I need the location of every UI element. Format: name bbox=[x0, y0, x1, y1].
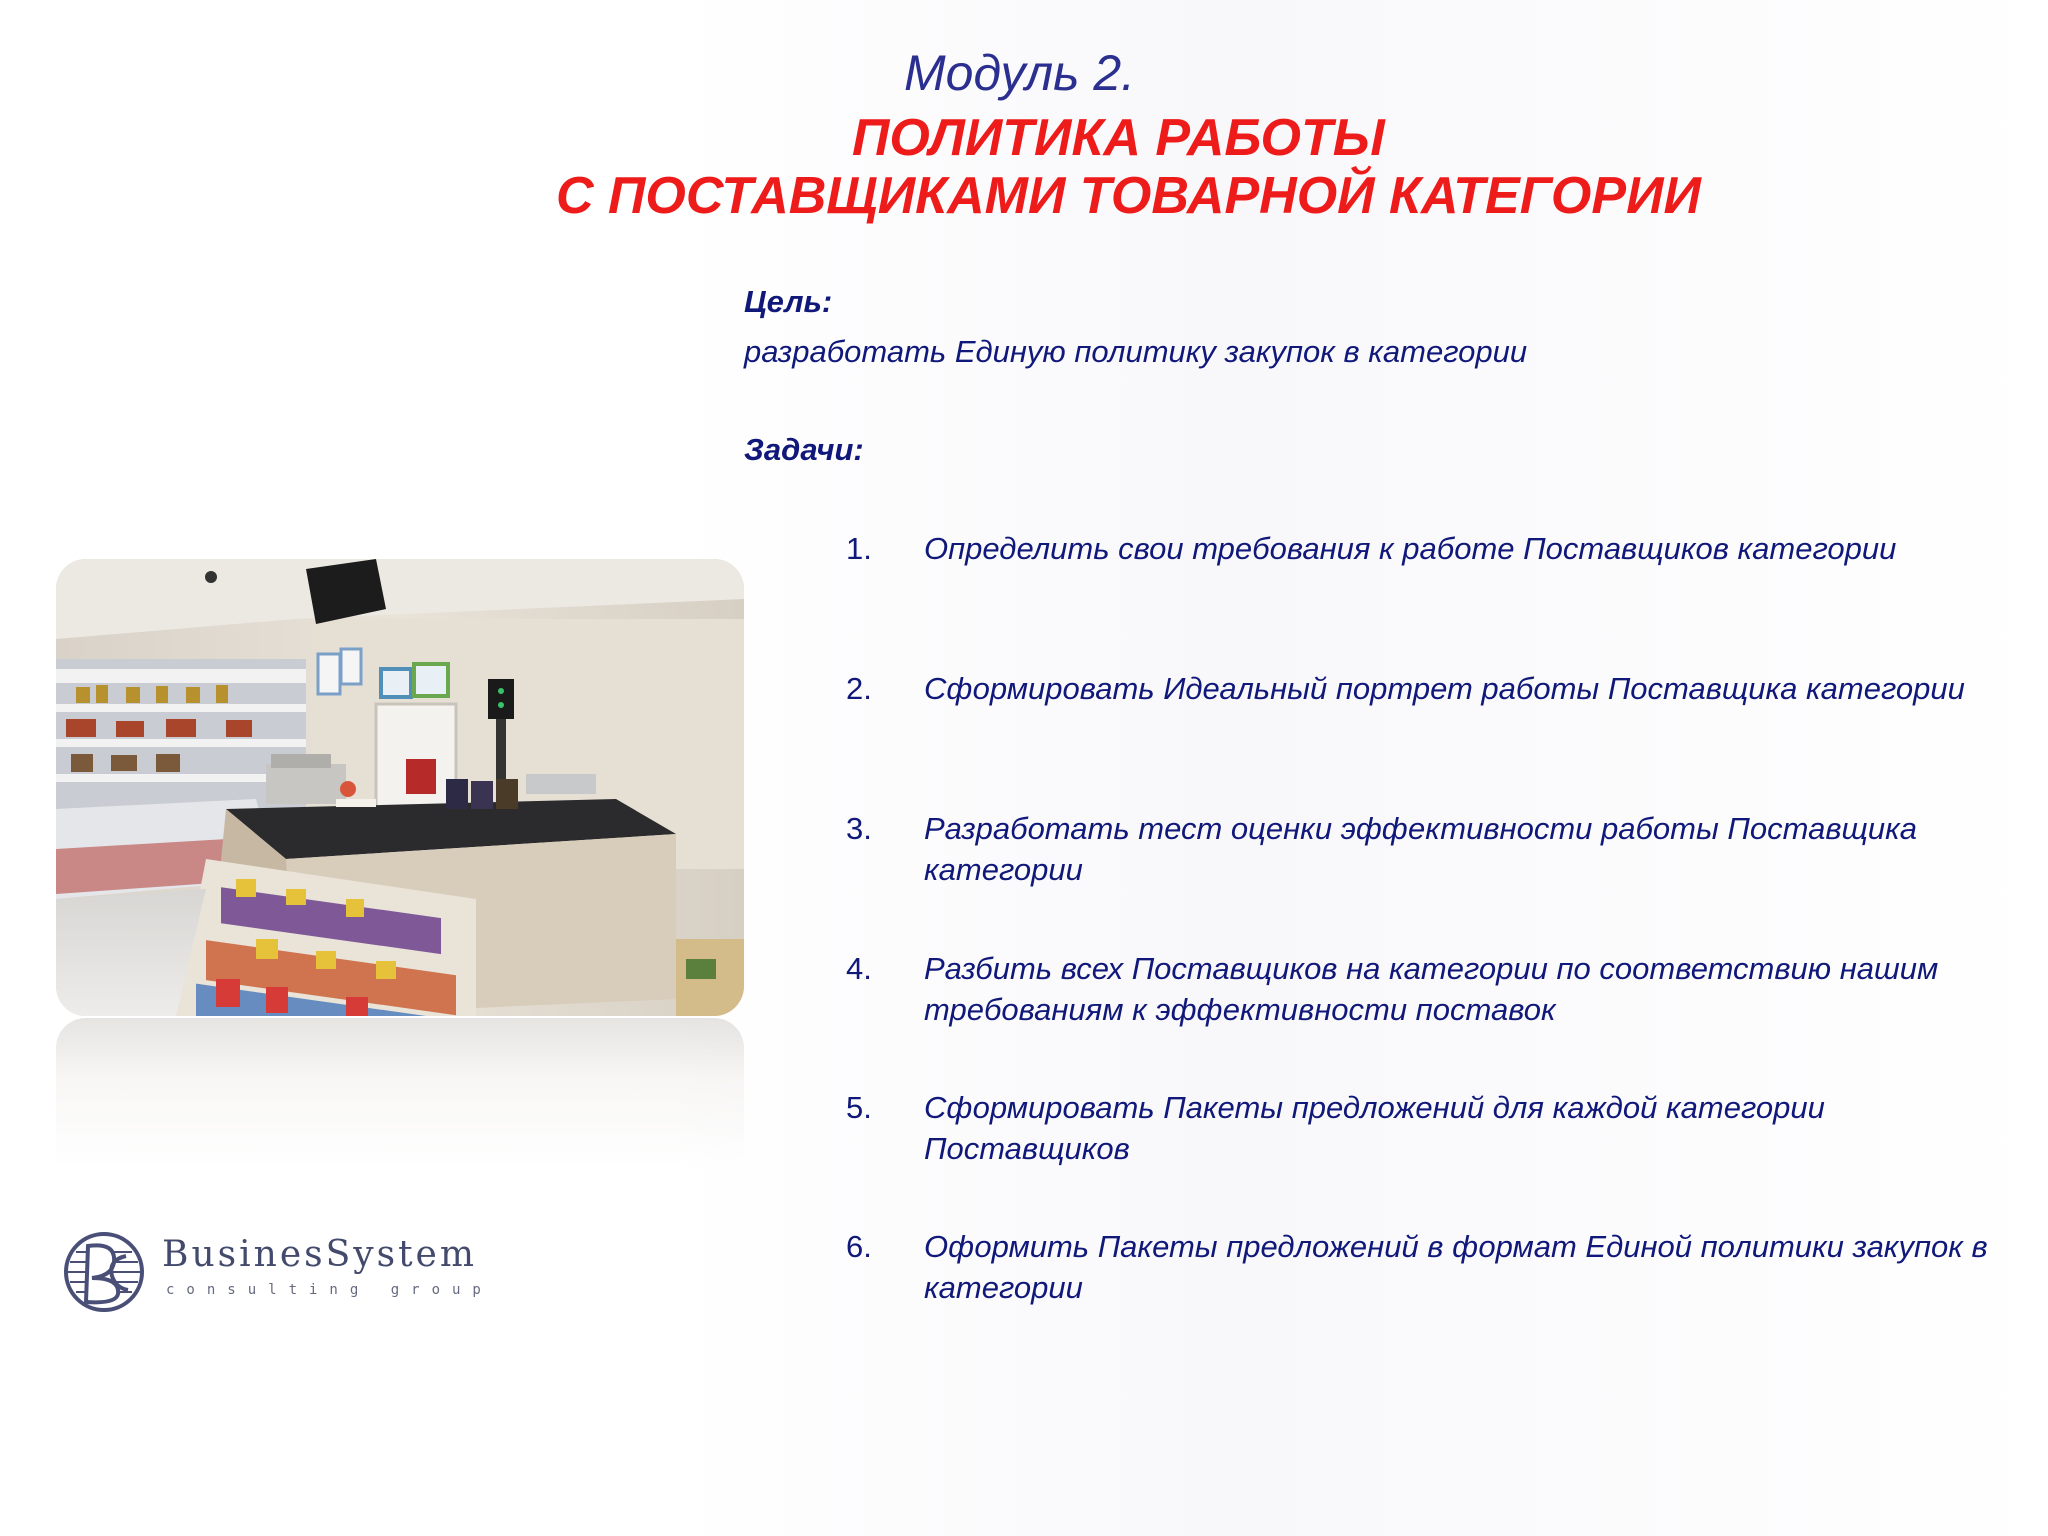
task-text: Сформировать Пакеты предложений для каждой категории Поставщиков bbox=[924, 1090, 1825, 1166]
task-text: Определить свои требования к работе Поставщиков категории bbox=[924, 531, 1897, 566]
goal-text: разработать Единую политику закупок в категории bbox=[744, 334, 1528, 369]
task-text: Разбить всех Поставщиков на категории по соответствию нашим требованиям к эффективности поставок bbox=[924, 951, 1939, 1027]
store-photo bbox=[56, 559, 744, 1016]
photo-reflection bbox=[56, 1018, 744, 1168]
tasks-heading: Задачи: bbox=[744, 432, 864, 467]
module-label: Модуль 2. bbox=[904, 45, 1136, 101]
task-text: Разработать тест оценки эффективности работы Поставщика категории bbox=[924, 811, 1918, 887]
company-logo bbox=[56, 1232, 506, 1312]
logo-name: BusinesSystem bbox=[162, 1234, 477, 1275]
task-number: 3. bbox=[846, 811, 872, 846]
logo-subtitle: consulting group bbox=[166, 1282, 493, 1298]
task-number: 5. bbox=[846, 1090, 872, 1125]
task-text: Сформировать Идеальный портрет работы Поставщика категории bbox=[924, 671, 1965, 706]
goal-heading: Цель: bbox=[744, 284, 833, 319]
task-number: 4. bbox=[846, 951, 872, 986]
task-text: Оформить Пакеты предложений в формат Единой политики закупок в категории bbox=[924, 1229, 1988, 1305]
title-line-1: ПОЛИТИКА РАБОТЫ bbox=[852, 109, 1385, 167]
logo-emblem-icon bbox=[56, 1232, 156, 1312]
task-number: 2. bbox=[846, 671, 872, 706]
task-number: 1. bbox=[846, 531, 872, 566]
title-line-2: С ПОСТАВЩИКАМИ ТОВАРНОЙ КАТЕГОРИИ bbox=[556, 167, 1701, 225]
task-number: 6. bbox=[846, 1229, 872, 1264]
